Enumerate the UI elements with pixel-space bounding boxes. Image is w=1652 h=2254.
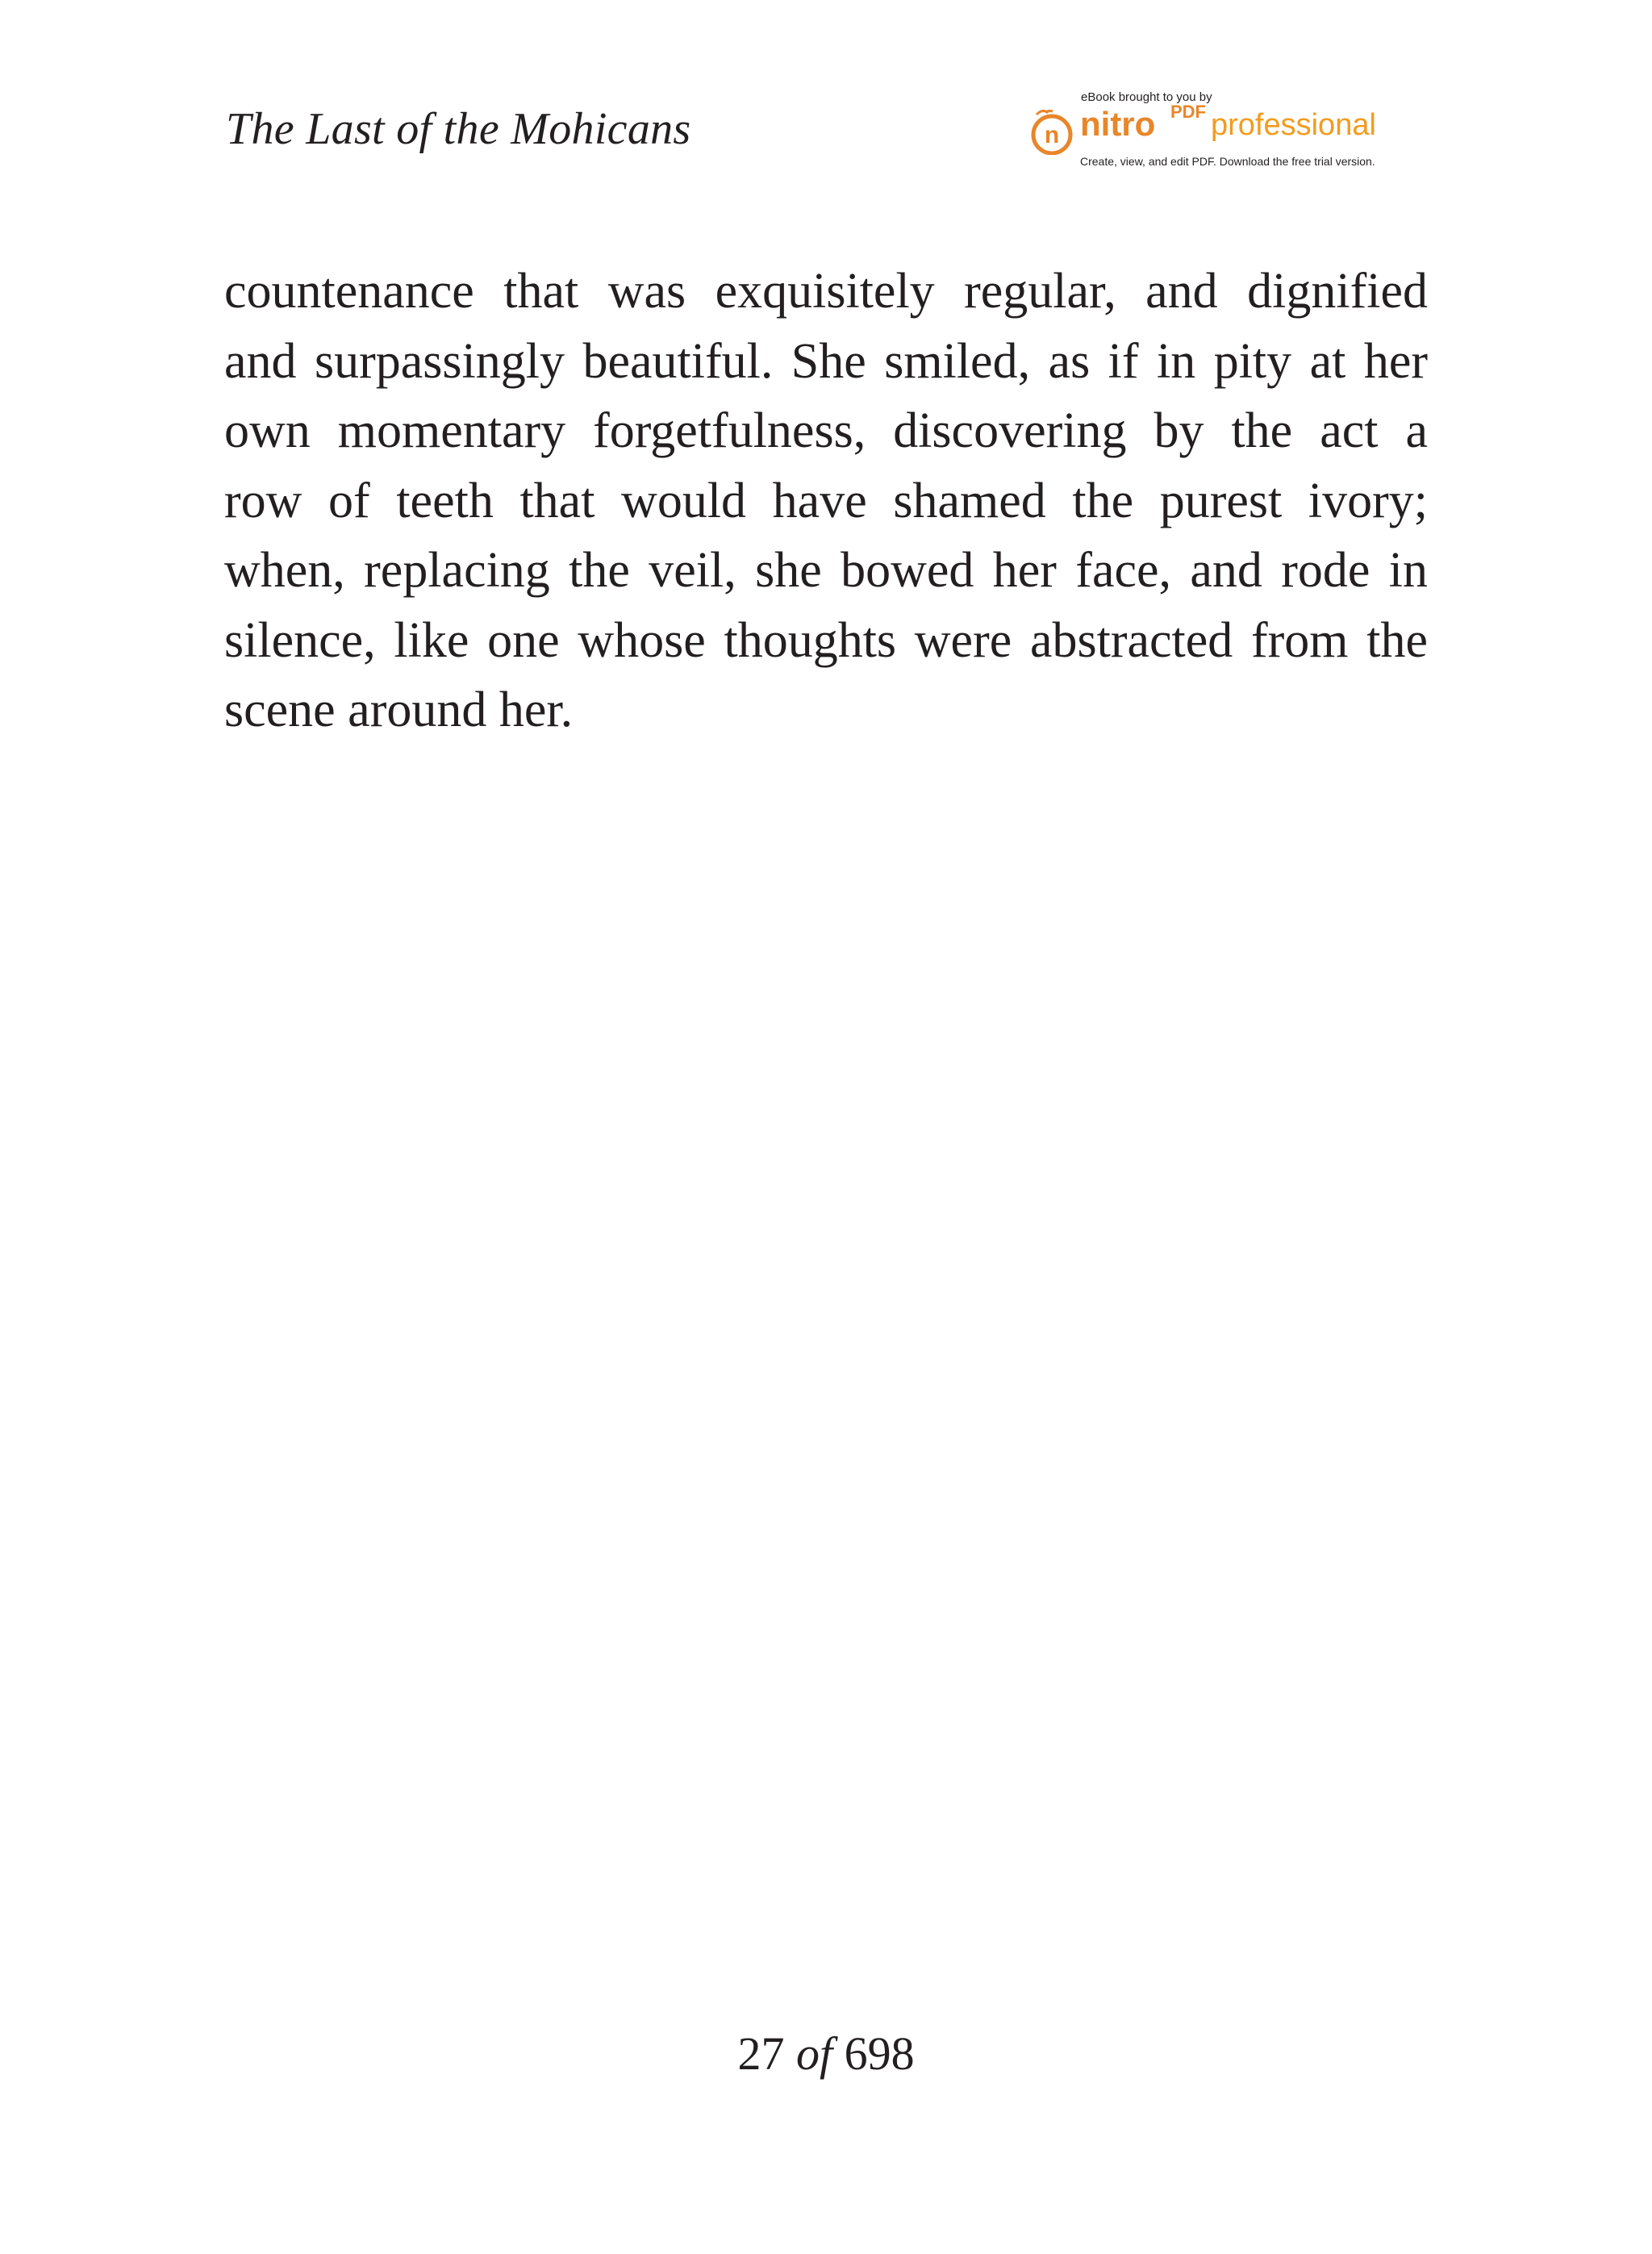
book-title-header: The Last of the Mohicans	[226, 104, 691, 154]
body-line: row of teeth that would have shamed the purest ivory;	[224, 473, 1428, 528]
body-line: and surpassingly beautiful. She smiled, as if in pity at her	[224, 333, 1428, 389]
ad-tagline-top: eBook brought to you by	[1081, 90, 1212, 104]
nitro-pdf-ad-banner[interactable]	[1028, 90, 1408, 174]
ad-product-name: professional	[1211, 108, 1376, 142]
nitro-n-logo-icon	[1028, 108, 1075, 155]
ad-brand-superscript: PDF	[1170, 102, 1206, 122]
body-line: countenance that was exquisitely regular, and dignified	[224, 264, 1428, 319]
page-number-footer	[0, 2027, 1652, 2081]
ad-brand-name: nitro	[1080, 105, 1156, 143]
body-line: when, replacing the veil, she bowed her face, and rode in	[224, 543, 1428, 598]
ad-tagline-bottom: Create, view, and edit PDF. Download the free trial version.	[1080, 155, 1375, 168]
body-paragraph	[224, 257, 1428, 745]
body-line: own momentary forgetfulness, discovering by the act a	[224, 403, 1428, 458]
body-line: scene around her.	[224, 682, 574, 737]
page-of-label: of	[795, 2027, 833, 2080]
current-page-number: 27	[737, 2027, 785, 2080]
body-line: silence, like one whose thoughts were abstracted from the	[224, 612, 1428, 668]
total-pages-number: 698	[832, 2027, 915, 2080]
svg-text:n: n	[1044, 122, 1060, 148]
